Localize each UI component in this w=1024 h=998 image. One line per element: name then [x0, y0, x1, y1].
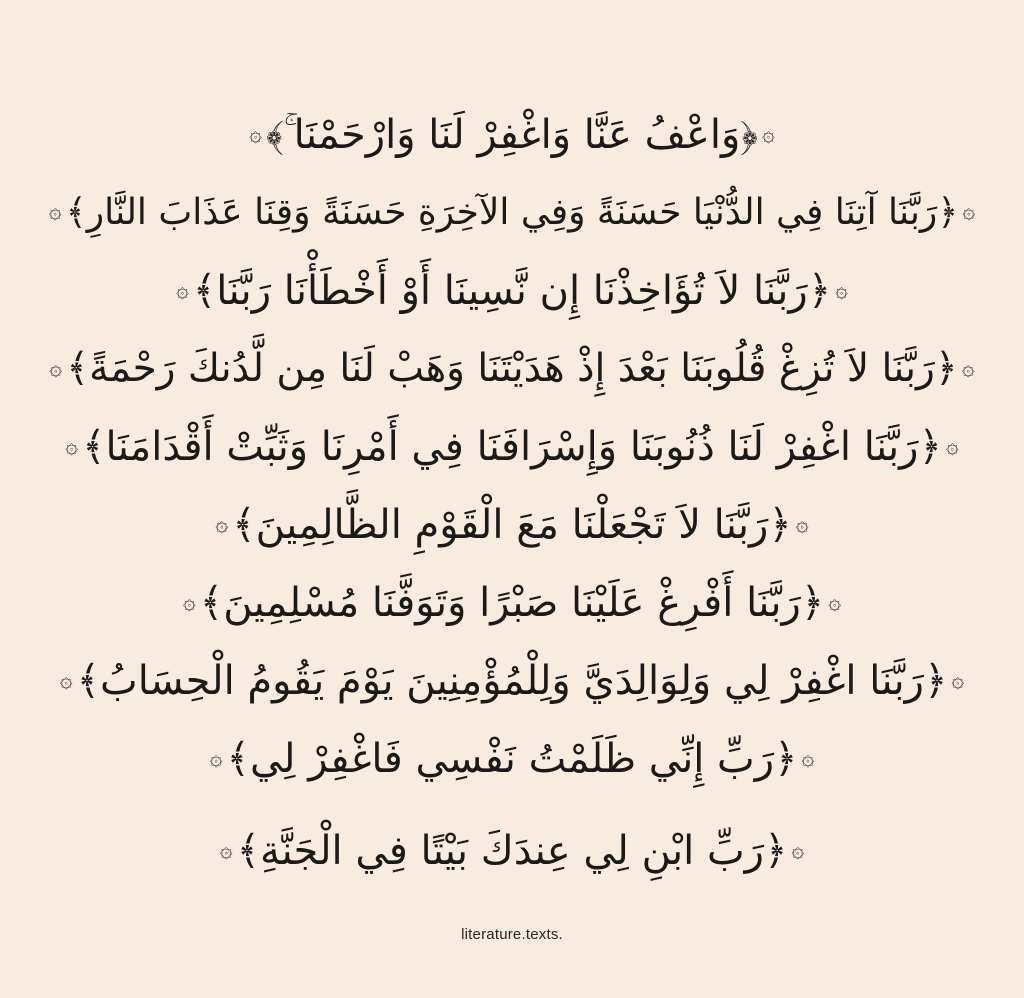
- verse-text: ﴿رَبِّ ابْنِ لِي عِندَكَ بَيْتًا فِي الْجَنَّةِ﴾: [236, 828, 788, 874]
- ornament-icon: ۞: [182, 590, 196, 615]
- ornament-icon: ۞: [791, 838, 805, 863]
- verse-text: ﴿رَبَّنَا اغْفِرْ لَنَا ذُنُوبَنَا وَإِسْرَافَنَا فِي أَمْرِنَا وَثَبِّتْ أَقْدَامَنَا﴾: [82, 424, 942, 470]
- verse-line: [40, 564, 984, 642]
- ornament-icon: ۞: [65, 434, 79, 459]
- ornament-icon: ۞: [962, 199, 976, 224]
- verse-line: [40, 486, 984, 564]
- verse-line: [40, 252, 984, 330]
- verse-line: [40, 720, 984, 798]
- ornament-icon: ۞: [762, 122, 775, 147]
- ornament-icon: ۞: [835, 278, 849, 303]
- ornament-icon: ۞: [828, 590, 842, 615]
- verse-text: ﴿وَاعْفُ عَنَّا وَاغْفِرْ لَنَا وَارْحَمْنَا ۚ﴾: [265, 112, 759, 158]
- verse-line: [40, 96, 984, 174]
- ornament-icon: ۞: [801, 746, 815, 771]
- ornament-icon: ۞: [48, 199, 62, 224]
- ornament-icon: ۞: [249, 122, 262, 147]
- verse-line: [40, 642, 984, 720]
- ornament-icon: ۞: [59, 668, 73, 693]
- source-watermark: literature.texts.: [461, 926, 563, 943]
- verse-text: ﴿رَبَّنَا آتِنَا فِي الدُّنْيَا حَسَنَةً وَفِي الآخِرَةِ حَسَنَةً وَقِنَا عَذَابَ النَّارِ﴾: [65, 192, 959, 233]
- verse-text: ﴿رَبِّ إِنِّي ظَلَمْتُ نَفْسِي فَاغْفِرْ لِي﴾: [226, 736, 798, 782]
- ornament-icon: ۞: [951, 668, 965, 693]
- verse-text: ﴿رَبَّنَا أَفْرِغْ عَلَيْنَا صَبْرًا وَتَوَفَّنَا مُسْلِمِينَ﴾: [199, 580, 825, 626]
- ornament-icon: ۞: [961, 355, 975, 381]
- ornament-icon: ۞: [49, 355, 63, 381]
- ornament-icon: ۞: [795, 512, 809, 537]
- ornament-icon: ۞: [945, 434, 959, 459]
- verse-text: ﴿رَبَّنَا لاَ تُزِغْ قُلُوبَنَا بَعْدَ إِذْ هَدَيْتَنَا وَهَبْ لَنَا مِن لَّدُنكَ رَحْمَةً﴾: [66, 346, 958, 391]
- verse-line: [40, 408, 984, 486]
- verse-line: [40, 330, 984, 408]
- verse-text: ﴿رَبَّنَا لاَ تَجْعَلْنَا مَعَ الْقَوْمِ الظَّالِمِينَ﴾: [232, 502, 792, 548]
- verse-list: [40, 96, 984, 890]
- ornament-icon: ۞: [219, 838, 233, 863]
- verse-line: [40, 812, 984, 890]
- ornament-icon: ۞: [215, 512, 229, 537]
- verse-text: ﴿رَبَّنَا اغْفِرْ لِي وَلِوَالِدَيَّ وَلِلْمُؤْمِنِينَ يَوْمَ يَقُومُ الْحِسَابُ﴾: [76, 658, 948, 704]
- ornament-icon: ۞: [175, 278, 189, 303]
- ornament-icon: ۞: [209, 746, 223, 771]
- verse-text: ﴿رَبَّنَا لاَ تُؤَاخِذْنَا إِن نَّسِينَا أَوْ أَخْطَأْنَا رَبَّنَا﴾: [192, 268, 832, 314]
- verse-line: [40, 174, 984, 252]
